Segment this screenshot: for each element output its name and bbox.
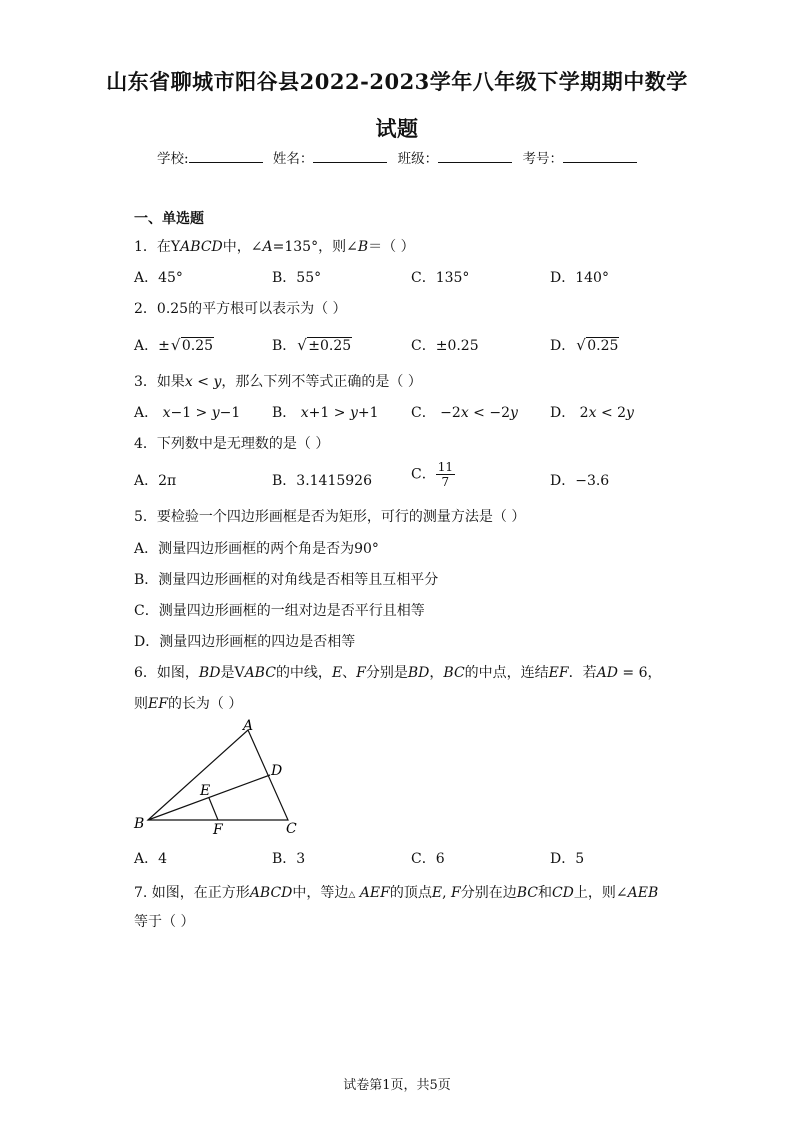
name-blank	[313, 151, 387, 163]
q1-option-c: C．135°	[411, 270, 470, 286]
q2-option-b: B．√ ±0.25	[272, 335, 352, 355]
question-6-line2: 则EF的长为（ ）	[134, 696, 243, 712]
question-2: 2．0.25的平方根可以表示为（ ）	[134, 301, 347, 317]
school-label: 学校:	[157, 151, 189, 167]
q3-option-c: C． −2x < −2y	[411, 405, 518, 421]
q5-option-a: A．测量四边形画框的两个角是否为90°	[134, 541, 379, 557]
q6-option-c: C．6	[411, 851, 445, 867]
label-b: B	[134, 816, 145, 832]
segment-ef	[209, 798, 218, 820]
triangle-abc	[148, 730, 288, 820]
page-footer: 试卷第1页，共5页	[343, 1078, 451, 1093]
q4-option-a: A．2π	[134, 473, 177, 489]
q2-option-d: D．√ 0.25	[550, 335, 619, 355]
class-label: 班级：	[397, 151, 439, 167]
question-1: 1．在YABCD中，∠A=135°，则∠B＝（ ）	[134, 239, 415, 255]
exam-title-line2: 试题	[375, 116, 419, 141]
student-info-row	[0, 147, 794, 167]
q1-option-a: A．45°	[134, 270, 183, 286]
label-d: D	[271, 763, 283, 779]
label-e: E	[200, 783, 211, 799]
question-6-line1: 6．如图，BD是VABC的中线，E、F分别是BD，BC的中点，连结EF．若AD = 6，	[134, 665, 662, 681]
q5-option-c: C．测量四边形画框的一组对边是否平行且相等	[134, 603, 425, 619]
q4-option-d: D．−3.6	[550, 473, 610, 489]
question-3: 3．如果x < y，那么下列不等式正确的是（ ）	[134, 374, 422, 390]
class-blank	[438, 151, 512, 163]
q3-option-b: B． x+1 > y+1	[272, 405, 379, 421]
q5-option-d: D．测量四边形画框的四边是否相等	[134, 634, 356, 650]
q3-option-d: D． 2x < 2y	[550, 405, 634, 421]
question-7-line2: 等于（ ）	[134, 914, 195, 930]
q1-option-b: B．55°	[272, 270, 322, 286]
school-blank	[189, 151, 263, 163]
question-5: 5．要检验一个四边形画框是否为矩形，可行的测量方法是（ ）	[134, 509, 526, 525]
q5-option-b: B．测量四边形画框的对角线是否相等且互相平分	[134, 572, 439, 588]
q6-option-b: B．3	[272, 851, 306, 867]
question-7-line1: 7. 如图，在正方形ABCD中，等边△ AEF的顶点E, F分别在边BC和CD上，则∠AEB	[134, 885, 659, 901]
number-label: 考号：	[522, 151, 563, 167]
label-f: F	[213, 822, 223, 838]
q4-option-c: C． $\frac{11}{7}$	[411, 460, 453, 489]
q2-option-c: C．±0.25	[411, 338, 479, 354]
q3-option-a: A． x−1 > y−1	[134, 405, 241, 421]
label-a: A	[243, 718, 254, 734]
label-c: C	[286, 821, 297, 837]
q6-option-d: D．5	[550, 851, 585, 867]
q6-option-a: A．4	[134, 851, 168, 867]
name-label: 姓名：	[272, 151, 314, 167]
q2-option-a: A．±√ 0.25	[134, 335, 214, 355]
question-4: 4．下列数中是无理数的是（ ）	[134, 436, 330, 452]
triangle-figure	[128, 718, 318, 843]
number-blank	[563, 151, 637, 163]
q1-option-d: D．140°	[550, 270, 609, 286]
section-heading: 一、单选题	[134, 211, 204, 227]
exam-title-line1: 山东省聊城市阳谷县2022-2023学年八年级下学期期中数学	[106, 69, 688, 94]
q4-option-b: B．3.1415926	[272, 473, 372, 489]
